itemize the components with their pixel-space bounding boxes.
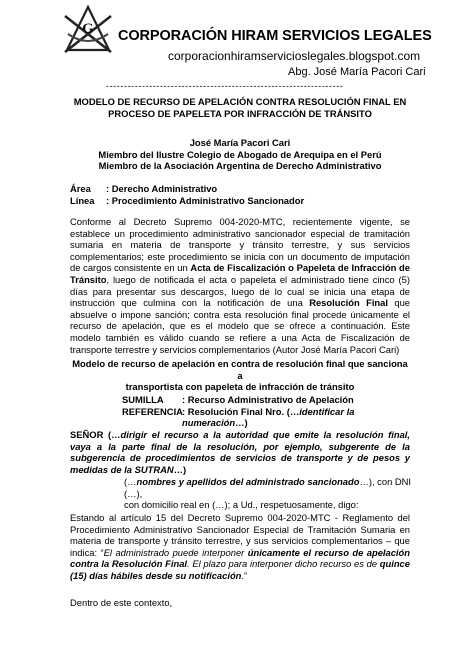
- linea-label: Línea: [70, 194, 95, 206]
- body-bold-italic-text: únicamente el recurso de apelación contra la Resolución Final: [70, 546, 410, 570]
- senor-prefix: SEÑOR (…: [70, 429, 121, 440]
- masonic-logo-icon: [62, 4, 114, 56]
- body-italic-text: . El plazo para interponer dicho recurso es de: [187, 558, 380, 570]
- party-prefix: (…: [124, 476, 137, 487]
- party-name-placeholder: nombres y apellidos del administrado sancionado: [136, 476, 360, 487]
- header-author: Abg. José María Pacori Cari: [288, 66, 426, 78]
- referencia-value: [182, 406, 422, 429]
- party-suffix: …), con DNI (…),: [124, 476, 412, 499]
- model-title-line: transportista con papeleta de infracción de tránsito: [125, 381, 355, 393]
- author-membership: Miembro de la Asociación Argentina de Derecho Administrativo: [98, 160, 382, 172]
- logo-letter: G: [82, 21, 94, 37]
- area-label: Área: [70, 183, 91, 194]
- referencia-label: REFERENCIA: [122, 405, 183, 417]
- area-value: : Derecho Administrativo: [106, 183, 218, 194]
- intro-paragraph: [70, 216, 410, 355]
- intro-bold-text: Resolución Final: [309, 297, 388, 309]
- author-membership: Miembro del Ilustre Colegio de Abogado de Arequipa en el Perú: [98, 148, 382, 160]
- body-text: Estando al artículo 15 del Decreto Supremo 004-2020-MTC - Reglamento del Procedimiento Administrativo Sancionador Especial de Tramitación Sumaria en materia de transporte y tránsito terrestre, y sus servicios complementarios – que indica: “: [70, 512, 410, 558]
- sumilla-block: [122, 394, 422, 429]
- document-title-line: MODELO DE RECURSO DE APELACIÓN CONTRA RESOLUCIÓN FINAL EN: [73, 96, 407, 107]
- senor-suffix: …): [173, 463, 187, 475]
- model-title-line: Modelo de recurso de apelación en contra de resolución final que sanciona a: [72, 358, 408, 381]
- author-name: José María Pacori Cari: [189, 137, 291, 148]
- classification-block: [70, 183, 410, 206]
- organization-title: CORPORACIÓN HIRAM SERVICIOS LEGALES: [118, 28, 432, 44]
- model-title: [70, 358, 410, 393]
- senor-placeholder: dirigir el recurso a la autoridad que emite la resolución final, vaya a la parte final de la resolución, por ejemplo, subgerente de la subgerencia de procedimientos de servicios de transporte y de pesos y medidas de la SUTRAN: [70, 429, 410, 475]
- referencia-placeholder: identificar la numeración: [182, 405, 355, 429]
- linea-value: : Procedimiento Administrativo Sancionador: [106, 194, 305, 206]
- document-title-line: PROCESO DE PAPELETA POR INFRACCIÓN DE TRÁNSITO: [108, 107, 372, 119]
- referencia-prefix: : Resolución Final Nro. (…: [182, 405, 300, 417]
- referencia-suffix: …): [235, 417, 248, 429]
- blog-address: corporacionhiramservicioslegales.blogspot.com: [168, 49, 421, 63]
- body-italic-text: El administrado puede interponer: [103, 546, 248, 558]
- separator-line: ------------------------------------------------------------------: [106, 81, 344, 91]
- intro-text: que absuelve o impone sanción; contra esta resolución final procede únicamente el recurso de apelación, que es el modelo que se ofrece a continuación. Este modelo también es válido cuando se refiere a una Acta de Fiscalización de transporte terrestre y servicios complementarios (Autor José María Pacori Cari): [70, 297, 411, 355]
- closing-line: Dentro de este contexto,: [70, 597, 173, 608]
- sumilla-label: SUMILLA: [122, 394, 164, 405]
- intro-text: , luego de notificada el acta o papeleta el administrado tiene cinco (5) días para presentar sus descargos, luego de lo cual se inicia una etapa de instrucción que culmina con la notificación de una: [70, 273, 410, 309]
- author-block: [70, 137, 410, 172]
- document-title: [70, 96, 410, 119]
- legal-basis-paragraph: [70, 512, 410, 582]
- addressee-paragraph: [70, 429, 410, 475]
- party-identification: [124, 476, 414, 511]
- party-line: con domicilio real en (…); a Ud., respetuosamente, digo:: [124, 499, 359, 511]
- intro-bold-text: Acta de Fiscalización o Papeleta de Infracción de Tránsito: [70, 262, 410, 285]
- sumilla-value: : Recurso Administrativo de Apelación: [182, 394, 354, 405]
- body-bold-italic-text: quince (15) días hábiles desde su notificación: [70, 558, 410, 581]
- party-line: [124, 476, 414, 499]
- body-text: .”: [241, 569, 248, 581]
- intro-text: Conforme al Decreto Supremo 004-2020-MTC, recientemente vigente, se establece un procedimiento administrativo sancionador especial de tramitación sumaria en materia de transporte y tránsito terrestre, y sus servicios complementarios; este procedimiento se inicia con un documento de imputación de cargos consistente en un: [70, 216, 410, 274]
